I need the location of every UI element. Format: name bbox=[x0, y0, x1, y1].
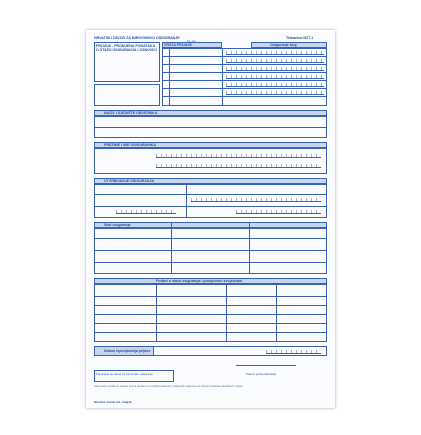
tick-field[interactable] bbox=[226, 67, 324, 71]
sign-left-label: Popunjava se zavod za mirovinsko osiguranje bbox=[96, 372, 153, 376]
form-sheet bbox=[86, 30, 335, 408]
section-2-title: PREZIME I IME OSIGURANIKA bbox=[104, 143, 156, 147]
col-line bbox=[249, 222, 250, 274]
row-line bbox=[94, 332, 327, 333]
row-line bbox=[94, 305, 327, 306]
footer-notes: Napomena: podaci se upisuju prema uputama na poleđini tiskanice. Osiguranik odgovara za točnost podataka navedenih u prijavi. bbox=[94, 385, 244, 388]
publisher: Narodne novine d.d., Zagreb bbox=[94, 400, 132, 404]
institute-name: HRVATSKI ZAVOD ZA MIROVINSKO OSIGURANJE bbox=[94, 36, 180, 40]
section-3-title: UTVRĐIVANJE OSIGURANJA bbox=[104, 179, 155, 183]
row-line bbox=[94, 206, 327, 207]
tick-field[interactable] bbox=[156, 154, 321, 158]
col-line bbox=[156, 284, 157, 342]
type-header: VRSTA PRIJAVE bbox=[164, 43, 192, 47]
signature-line bbox=[236, 365, 296, 366]
section-4-title: Staž osiguranja bbox=[104, 223, 131, 227]
col-line bbox=[226, 284, 227, 342]
row-line bbox=[94, 238, 327, 239]
col-line bbox=[186, 184, 187, 218]
section-1-title: NAZIV I SJEDIŠTE OBVEZNIKA bbox=[104, 111, 158, 115]
form-title: PRIJAVA - PROMJENA PODATAKA O STAŽU OSIGURANJA I OSNOVICI bbox=[96, 44, 157, 52]
tick-field[interactable] bbox=[226, 59, 324, 63]
col-line bbox=[276, 284, 277, 342]
row-line bbox=[162, 72, 327, 73]
tick-field[interactable] bbox=[236, 210, 321, 214]
tick-field[interactable] bbox=[156, 164, 321, 168]
row-line bbox=[94, 314, 327, 315]
tick-field[interactable] bbox=[226, 75, 324, 79]
tick-field[interactable] bbox=[226, 51, 324, 55]
page-label: Tiskanica HZT-1 bbox=[286, 36, 314, 40]
row-line bbox=[94, 194, 327, 195]
tick-field[interactable] bbox=[226, 91, 324, 95]
row-line bbox=[94, 127, 327, 128]
section-6-title: Datum ispunjavanja prijave bbox=[104, 349, 151, 353]
row-line bbox=[94, 250, 327, 251]
row-line bbox=[162, 88, 327, 89]
row-line bbox=[94, 296, 327, 297]
section-4-field[interactable] bbox=[94, 228, 327, 274]
institute-note-box bbox=[94, 84, 160, 106]
tick-field[interactable] bbox=[266, 350, 321, 354]
section-5-title: Podaci o stažu osiguranja i prosječnim svojstvima bbox=[156, 279, 243, 283]
row-line bbox=[94, 262, 327, 263]
tick-field[interactable] bbox=[191, 198, 321, 202]
row-line bbox=[162, 80, 327, 81]
section-5-table[interactable] bbox=[94, 284, 327, 342]
section-2-field[interactable] bbox=[94, 148, 327, 174]
sign-right-label: Potpis i pečat prijavitelja bbox=[246, 372, 277, 376]
tick-field[interactable] bbox=[226, 83, 324, 87]
row-line bbox=[94, 323, 327, 324]
number-header: Osiguranje broj bbox=[270, 43, 297, 47]
row-line bbox=[162, 56, 327, 57]
col-line bbox=[171, 222, 172, 274]
row-line bbox=[162, 96, 327, 97]
tick-field[interactable] bbox=[116, 210, 176, 214]
row-line bbox=[162, 64, 327, 65]
